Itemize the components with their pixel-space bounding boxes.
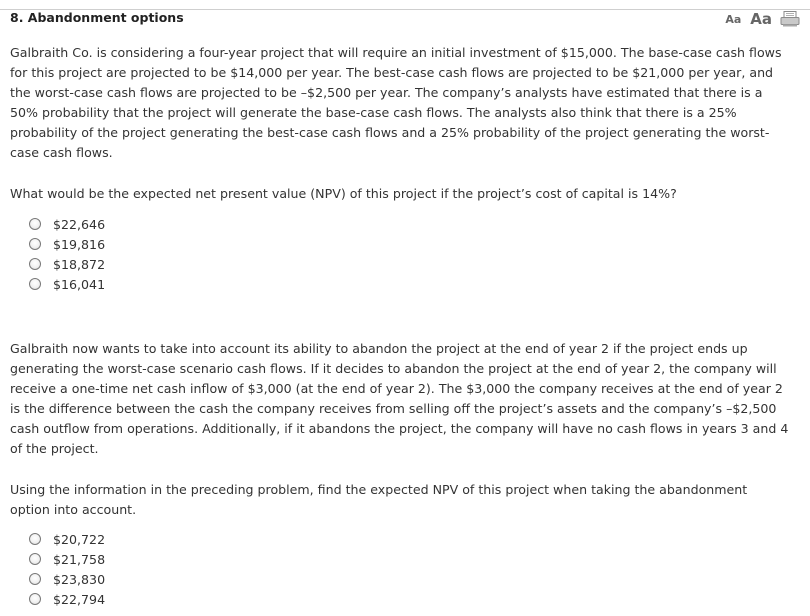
- question1-options: [29, 214, 105, 294]
- radio-button[interactable]: [29, 553, 41, 565]
- q1-option-3[interactable]: [29, 254, 105, 274]
- q2-option-2-label: $21,758: [53, 551, 106, 567]
- q1-option-4[interactable]: [29, 274, 105, 294]
- question1-prompt: What would be the expected net present value (NPV) of this project if the project’s cost of capital is 14%?: [10, 186, 677, 201]
- radio-button[interactable]: [29, 593, 41, 605]
- q2-option-3[interactable]: [29, 569, 105, 589]
- question-title: 8. Abandonment options: [10, 10, 184, 25]
- header-tools: [725, 10, 800, 28]
- q1-option-4-label: $16,041: [53, 276, 106, 292]
- q2-option-1[interactable]: [29, 529, 105, 549]
- font-size-small-button[interactable]: Aa: [725, 12, 742, 26]
- q2-option-2[interactable]: [29, 549, 105, 569]
- question2-paragraph: Galbraith now wants to take into account its ability to abandon the project at the end of year 2 if the project ends up generating the worst-case scenario cash flows. If it decides to abandon the project at the end of year 2, the company will receive a one-time net cash inflow of $3,000 (at the end of year 2). The $3,000 the company receives at the end of year 2 is the difference between the cash the company receives from selling off the project’s assets and the company’s –$2,500 cash outflow from operations. Additionally, if it abandons the project, the company will have no cash flows in years 3 and 4 of the project.: [10, 341, 789, 456]
- q2-option-4-label: $22,794: [53, 591, 106, 607]
- question2-prompt: Using the information in the preceding problem, find the expected NPV of this project when taking the abandonment option into account.: [10, 482, 748, 517]
- radio-button[interactable]: [29, 258, 41, 270]
- q1-option-2[interactable]: [29, 234, 105, 254]
- radio-button[interactable]: [29, 573, 41, 585]
- question2-options: [29, 529, 105, 609]
- radio-button[interactable]: [29, 278, 41, 290]
- radio-button[interactable]: [29, 218, 41, 230]
- print-icon[interactable]: [780, 11, 800, 27]
- q2-option-1-label: $20,722: [53, 531, 106, 547]
- radio-button[interactable]: [29, 533, 41, 545]
- q1-option-1[interactable]: [29, 214, 105, 234]
- q2-option-4[interactable]: [29, 589, 105, 609]
- radio-button[interactable]: [29, 238, 41, 250]
- q1-option-3-label: $18,872: [53, 256, 106, 272]
- q1-option-1-label: $22,646: [53, 216, 106, 232]
- question-header: [10, 10, 800, 30]
- q2-option-3-label: $23,830: [53, 571, 106, 587]
- question1-paragraph: Galbraith Co. is considering a four-year project that will require an initial investment of $15,000. The base-case cash flows for this project are projected to be $14,000 per year. The best-case cash flows are projected to be $21,000 per year, and the worst-case cash flows are projected to be –$2,500 per year. The company’s analysts have estimated that there is a 50% probability that the project will generate the base-case cash flows. The analysts also think that there is a 25% probability of the project generating the best-case cash flows and a 25% probability of the project generating the worst-case cash flows.: [10, 45, 782, 160]
- font-size-large-button[interactable]: Aa: [750, 10, 772, 28]
- q1-option-2-label: $19,816: [53, 236, 106, 252]
